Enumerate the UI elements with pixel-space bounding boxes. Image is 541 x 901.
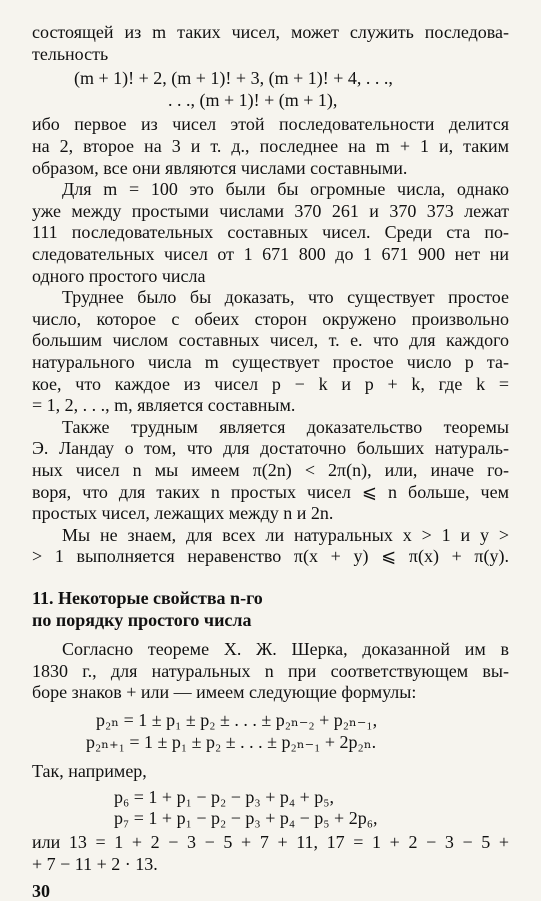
text-line: следовательных чисел от 1 671 800 до 1 671 900 нет ни bbox=[32, 244, 509, 264]
text-line: состоящей из m таких чисел, может служить последова- bbox=[32, 22, 509, 42]
section-heading: по порядку простого числа bbox=[32, 609, 252, 630]
text-line: Для m = 100 это были бы огромные числа, однако bbox=[62, 179, 509, 200]
page-number: 30 bbox=[32, 881, 50, 901]
text-line: Также трудным является доказательство теоремы bbox=[62, 416, 509, 437]
text-line: = 1, 2, . . ., m, является составным. bbox=[32, 395, 296, 416]
text-line: уже между простыми числами 370 261 и 370 373 лежат bbox=[32, 200, 509, 221]
text-line: образом, все они являются числами составными. bbox=[32, 157, 408, 178]
text-line: простых чисел, лежащих между n и 2n. bbox=[32, 503, 334, 524]
text-line: боре знаков + или — имеем следующие формулы: bbox=[32, 682, 417, 703]
text-line: большим числом составных чисел, т. е. что для каждого bbox=[32, 330, 509, 351]
text-line: 1830 г., для натуральных n при соответствующем вы- bbox=[32, 660, 509, 681]
formula-line: p₂ₙ₊₁ = 1 ± p₁ ± p₂ ± . . . ± p₂ₙ₋₁ + 2p₂ₙ. bbox=[86, 731, 377, 752]
formula-line: (m + 1)! + 2, (m + 1)! + 3, (m + 1)! + 4, . . ., bbox=[74, 68, 393, 89]
text-line: тельность bbox=[32, 43, 109, 64]
text-line: Труднее было бы доказать, что существует простое bbox=[62, 287, 509, 308]
text-line: кое, что каждое из чисел p − k и p + k, где k = bbox=[32, 373, 509, 394]
text-line: > 1 выполняется неравенство π(x + y) ⩽ π(x) + π(y). bbox=[32, 546, 509, 567]
text-line: Так, например, bbox=[32, 761, 147, 782]
text-line: + 7 − 11 + 2 · 13. bbox=[32, 853, 158, 874]
text-line: число, которое с обеих сторон окружено произвольно bbox=[32, 308, 509, 329]
text-line: Согласно теореме Х. Ж. Шерка, доказанной им в bbox=[62, 639, 509, 660]
text-line: натурального числа m существует простое число p та- bbox=[32, 352, 509, 372]
text-line: воря, что для таких n простых чисел ⩽ n больше, чем bbox=[32, 481, 509, 502]
text-line: ибо первое из чисел этой последовательности делится bbox=[32, 114, 509, 135]
section-heading: 11. Некоторые свойства n-го bbox=[32, 588, 263, 608]
formula-line: p₇ = 1 + p₁ − p₂ − p₃ + p₄ − p₅ + 2p₆, bbox=[114, 808, 378, 829]
text-line: ных чисел n мы имеем π(2n) < 2π(n), или, иначе го- bbox=[32, 460, 509, 480]
text-line: Э. Ландау о том, что для достаточно больших натураль- bbox=[32, 438, 509, 459]
text-line: 111 последовательных составных чисел. Среди ста по- bbox=[32, 222, 509, 243]
formula-line: . . ., (m + 1)! + (m + 1), bbox=[168, 89, 338, 110]
formula-line: p₆ = 1 + p₁ − p₂ − p₃ + p₄ + p₅, bbox=[114, 786, 335, 807]
text-line: одного простого числа bbox=[32, 265, 206, 286]
text-line: Мы не знаем, для всех ли натуральных x > 1 и y > bbox=[62, 524, 509, 545]
formula-line: p₂ₙ = 1 ± p₁ ± p₂ ± . . . ± p₂ₙ₋₂ + p₂ₙ₋₁, bbox=[96, 710, 378, 730]
text-line: или 13 = 1 + 2 − 3 − 5 + 7 + 11, 17 = 1 + 2 − 3 − 5 + bbox=[32, 832, 509, 852]
text-line: на 2, второе на 3 и т. д., последнее на m + 1 и, таким bbox=[32, 136, 509, 156]
